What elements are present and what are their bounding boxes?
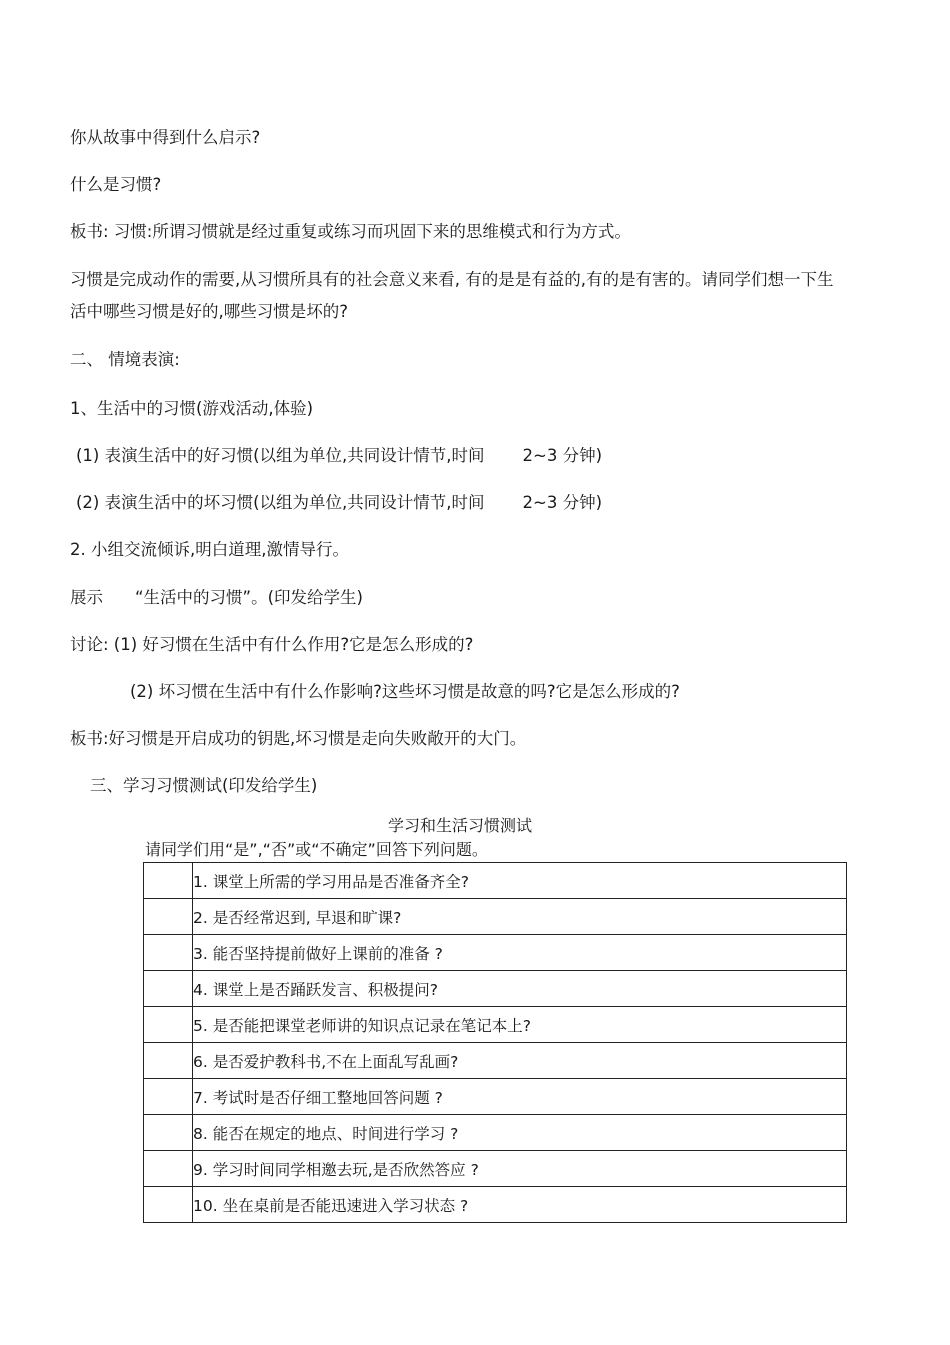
display-content: “生活中的习惯”。(印发给学生) <box>135 588 363 607</box>
table-row <box>144 1007 847 1043</box>
answer-cell[interactable] <box>144 1043 193 1079</box>
answer-cell[interactable] <box>144 899 193 935</box>
board-note-habit-definition: 板书: 习惯:所谓习惯就是经过重复或练习而巩固下来的思维模式和行为方式。 <box>70 222 631 241</box>
answer-cell[interactable] <box>144 1151 193 1187</box>
display-label: 展示 <box>70 588 103 607</box>
section-heading-3: 三、学习习惯测试(印发给学生) <box>90 776 318 795</box>
table-row <box>144 1079 847 1115</box>
discussion-item-2: (2) 坏习惯在生活中有什么作影响?这些坏习惯是故意的吗?它是怎么形成的? <box>130 682 680 701</box>
question-cell: 7. 考试时是否仔细工整地回答问题 ? <box>193 1079 847 1115</box>
activity-2-title: 2. 小组交流倾诉,明白道理,激情导行。 <box>70 540 349 559</box>
answer-cell[interactable] <box>144 1115 193 1151</box>
question-cell: 10. 坐在桌前是否能迅速进入学习状态 ? <box>193 1187 847 1223</box>
answer-cell[interactable] <box>144 863 193 899</box>
table-row <box>144 1187 847 1223</box>
display-line <box>70 586 363 610</box>
question-inspiration: 你从故事中得到什么启示? <box>70 128 261 147</box>
question-cell: 2. 是否经常迟到, 早退和旷课? <box>193 899 847 935</box>
table-row <box>144 1043 847 1079</box>
activity-bad-habit <box>76 491 602 515</box>
section-heading-2: 二、 情境表演: <box>70 350 180 369</box>
activity-good-habit <box>76 444 602 468</box>
table-row <box>144 899 847 935</box>
table-row <box>144 971 847 1007</box>
activity-1-title: 1、生活中的习惯(游戏活动,体验) <box>70 399 314 418</box>
question-cell: 5. 是否能把课堂老师讲的知识点记录在笔记本上? <box>193 1007 847 1043</box>
activity-good-habit-duration: 2~3 分钟) <box>522 446 603 465</box>
question-what-is-habit: 什么是习惯? <box>70 175 162 194</box>
question-cell: 8. 能否在规定的地点、时间进行学习 ? <box>193 1115 847 1151</box>
activity-bad-habit-duration: 2~3 分钟) <box>522 493 603 512</box>
paragraph-habit-meaning: 习惯是完成动作的需要,从习惯所具有的社会意义来看, 有的是是有益的,有的是有害的。请同学们想一下生活中哪些习惯是好的,哪些习惯是坏的? <box>70 270 834 321</box>
table-row <box>144 863 847 899</box>
discussion-item-1: 讨论: (1) 好习惯在生活中有什么作用?它是怎么形成的? <box>70 635 474 654</box>
quiz-intro: 请同学们用“是”,“否”或“不确定”回答下列问题。 <box>145 840 488 859</box>
board-note-key: 板书:好习惯是开启成功的钥匙,坏习惯是走向失败敞开的大门。 <box>70 729 527 748</box>
activity-good-habit-text: (1) 表演生活中的好习惯(以组为单位,共同设计情节,时间 <box>76 446 485 465</box>
question-cell: 3. 能否坚持提前做好上课前的准备 ? <box>193 935 847 971</box>
question-cell: 4. 课堂上是否踊跃发言、积极提问? <box>193 971 847 1007</box>
table-row <box>144 1151 847 1187</box>
answer-cell[interactable] <box>144 971 193 1007</box>
answer-cell[interactable] <box>144 935 193 971</box>
quiz-table <box>143 862 847 1223</box>
answer-cell[interactable] <box>144 1187 193 1223</box>
activity-bad-habit-text: (2) 表演生活中的坏习惯(以组为单位,共同设计情节,时间 <box>76 493 485 512</box>
quiz-title: 学习和生活习惯测试 <box>388 816 533 835</box>
question-cell: 1. 课堂上所需的学习用品是否准备齐全? <box>193 863 847 899</box>
answer-cell[interactable] <box>144 1079 193 1115</box>
question-cell: 9. 学习时间同学相邀去玩,是否欣然答应 ? <box>193 1151 847 1187</box>
question-cell: 6. 是否爱护教科书,不在上面乱写乱画? <box>193 1043 847 1079</box>
answer-cell[interactable] <box>144 1007 193 1043</box>
table-row <box>144 935 847 971</box>
table-row <box>144 1115 847 1151</box>
